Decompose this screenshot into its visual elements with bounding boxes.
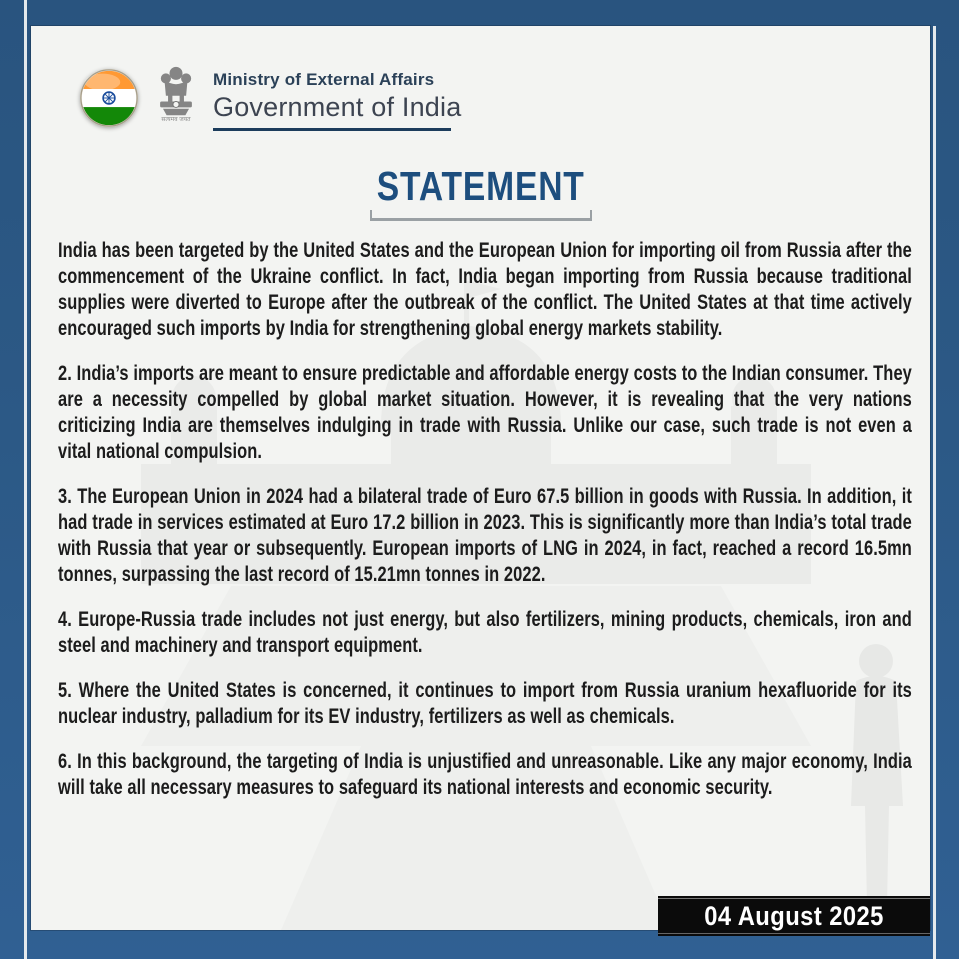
statement-paragraph-3: 3. The European Union in 2024 had a bilateral trade of Euro 67.5 billion in goods with Russia. In addition, it had trade in services estimated at Euro 17.2 billion in 2023. This is significantly more than India’s total trade with Russia that year or subsequently. European imports of LNG in 2024, in fact, reached a record 16.5mn tonnes, surpassing the last record of 15.21mn tonnes in 2022. bbox=[58, 485, 912, 586]
india-flag-icon bbox=[79, 68, 139, 128]
statement-body bbox=[58, 238, 912, 801]
header-underline bbox=[213, 128, 451, 131]
statement-paragraph-6: 6. In this background, the targeting of India is unjustified and unreasonable. Like any major economy, India will take all necessary measures to safeguard its national interests and economic security. bbox=[58, 750, 912, 799]
ashoka-emblem-icon bbox=[152, 64, 200, 123]
date-badge bbox=[658, 896, 930, 936]
government-title: Government of India bbox=[213, 92, 462, 122]
emblem-motto: सत्यमेव जयते bbox=[161, 117, 191, 123]
left-accent-line bbox=[24, 0, 27, 959]
right-accent-line bbox=[933, 26, 936, 959]
page-title: STATEMENT bbox=[376, 163, 585, 209]
statement-paragraph-4: 4. Europe-Russia trade includes not just energy, but also fertilizers, mining products, chemicals, iron and steel and machinery and transport equipment. bbox=[58, 608, 912, 657]
statement-paragraph-2: 2. India’s imports are meant to ensure predictable and affordable energy costs to the Indian consumer. They are a necessity compelled by global market situation. However, it is revealing that the very nations criticizing India are themselves indulging in trade with Russia. Unlike our case, such trade is not even a vital national compulsion. bbox=[58, 362, 912, 463]
date-text: 04 August 2025 bbox=[704, 900, 884, 931]
statement-paragraph-1: India has been targeted by the United States and the European Union for importing oil from Russia after the commencement of the Ukraine conflict. In fact, India began importing from Russia because traditional supplies were diverted to Europe after the outbreak of the conflict. The United States at that time actively encouraged such imports by India for strengthening global energy markets stability. bbox=[58, 239, 912, 340]
header bbox=[79, 64, 461, 131]
header-titles bbox=[213, 64, 461, 131]
statement-card bbox=[31, 26, 930, 930]
ministry-title: Ministry of External Affairs bbox=[213, 70, 435, 89]
statement-title-block bbox=[31, 163, 930, 221]
title-bracket bbox=[370, 210, 592, 221]
statement-paragraph-5: 5. Where the United States is concerned, it continues to import from Russia uranium hexafluoride for its nuclear industry, palladium for its EV industry, fertilizers as well as chemicals. bbox=[58, 679, 912, 728]
